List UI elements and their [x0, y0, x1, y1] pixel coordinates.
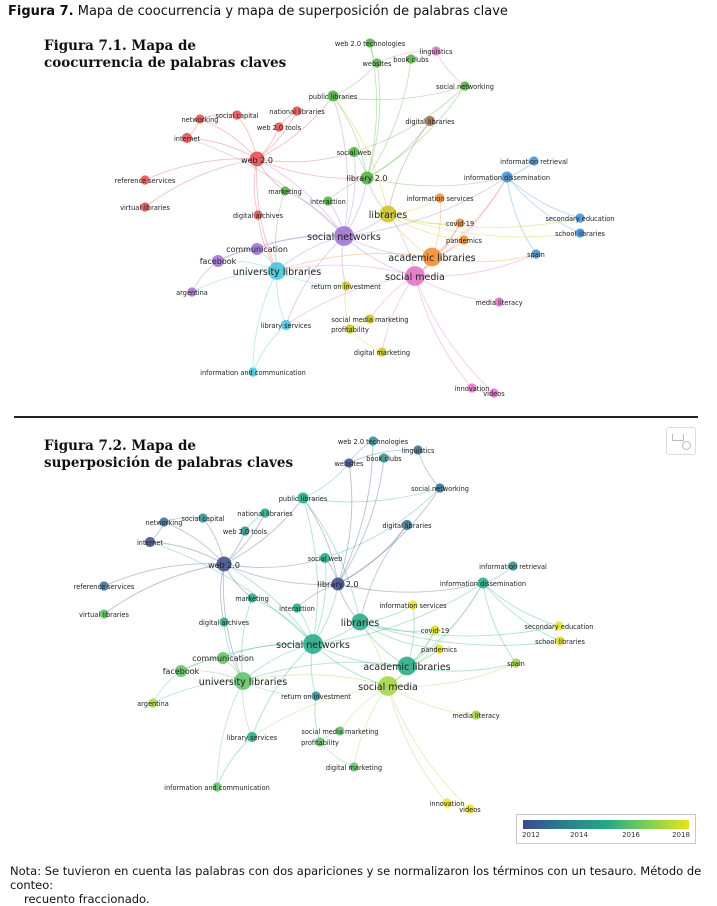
node-label: digital archives — [232, 212, 284, 220]
node-label: web 2.0 technologies — [334, 40, 406, 48]
network-edge — [432, 177, 507, 257]
year-color-scale — [523, 820, 689, 829]
network-edge — [483, 583, 559, 626]
node-label: networking — [181, 116, 219, 124]
node-label: digital marketing — [353, 349, 411, 357]
network-edge — [436, 51, 465, 86]
node-label: interaction — [310, 198, 346, 206]
network-edge — [224, 564, 313, 644]
network-edge — [203, 518, 224, 564]
node-label: book clubs — [393, 56, 429, 64]
node-label: web 2.0 — [241, 156, 273, 165]
node-label: social networks — [276, 640, 350, 651]
node-label: information services — [379, 602, 447, 610]
network-edge — [224, 513, 265, 564]
network-edges — [104, 441, 560, 809]
network-nodes — [115, 38, 615, 398]
network-edge — [388, 686, 470, 809]
node-label: information services — [406, 195, 474, 203]
node-label: virtual libraries — [120, 204, 170, 212]
node-label: social capital — [215, 112, 259, 120]
node-label: spain — [527, 251, 545, 259]
node-label: communication — [226, 245, 288, 254]
node-label: public libraries — [308, 93, 358, 101]
network-edge — [483, 583, 516, 663]
network-edge — [507, 177, 536, 254]
network-edge — [303, 498, 317, 644]
node-label: academic libraries — [388, 253, 476, 264]
node-label: innovation — [454, 385, 490, 393]
node-label: social networks — [307, 232, 381, 243]
map2-title: Figura 7.2. Mapa de superposición de palabras claves — [44, 438, 294, 471]
node-label: communication — [192, 654, 254, 663]
node-label: covid-19 — [445, 220, 475, 228]
node-label: information and communication — [164, 784, 270, 792]
node-label: academic libraries — [363, 662, 451, 673]
network-edges — [145, 43, 580, 393]
node-label: library services — [260, 322, 312, 330]
node-label: digital libraries — [405, 118, 455, 126]
screenshot-tool-icon[interactable] — [666, 427, 696, 455]
node-label: libraries — [368, 210, 408, 221]
node-label: school libraries — [555, 230, 605, 238]
node-label: social networking — [436, 83, 494, 91]
node-label: videos — [459, 806, 481, 814]
node-label: digital archives — [198, 619, 250, 627]
node-label: library 2.0 — [346, 174, 388, 183]
node-label: covid-19 — [420, 627, 450, 635]
network-edge — [418, 450, 440, 488]
node-label: information dissemination — [439, 580, 527, 588]
node-label: networking — [145, 519, 183, 527]
network-edge — [253, 325, 286, 372]
network-edge — [338, 525, 407, 584]
node-label: digital marketing — [325, 764, 383, 772]
node-label: library 2.0 — [317, 580, 359, 589]
node-label: information retrieval — [479, 563, 547, 571]
node-label: argentina — [137, 700, 169, 708]
figure-caption: Mapa de coocurrencia y mapa de superposición de palabras clave — [77, 4, 508, 19]
cooccurrence-map — [0, 30, 717, 410]
footnote-line2: recuento fraccionado. — [24, 892, 150, 906]
network-edge — [338, 458, 384, 584]
network-edge — [286, 236, 344, 325]
network-edge — [333, 96, 348, 236]
network-edge — [388, 214, 415, 276]
overlay-map — [0, 430, 717, 815]
node-label: reference services — [114, 177, 176, 185]
network-edge — [360, 622, 388, 686]
legend-tick: 2012 — [522, 831, 540, 839]
node-label: school libraries — [535, 638, 585, 646]
node-label: spain — [507, 660, 525, 668]
node-label: public libraries — [278, 495, 328, 503]
footnote — [10, 864, 710, 906]
legend-tick: 2014 — [570, 831, 588, 839]
node-label: libraries — [340, 618, 380, 629]
node-label: web 2.0 tools — [256, 124, 302, 132]
node-label: videos — [483, 390, 505, 398]
separator-line — [14, 416, 698, 418]
network-edge — [200, 119, 257, 159]
node-label: university libraries — [232, 267, 322, 278]
node-label: linguistics — [401, 447, 435, 455]
network-edge — [252, 644, 313, 737]
network-edge — [303, 498, 338, 584]
network-edge — [242, 598, 252, 681]
node-label: social media marketing — [301, 728, 379, 736]
node-label: web 2.0 technologies — [337, 438, 409, 446]
legend-tick: 2016 — [622, 831, 640, 839]
node-label: interaction — [279, 605, 315, 613]
node-label: university libraries — [198, 677, 288, 688]
node-label: information and communication — [200, 369, 306, 377]
node-label: library services — [226, 734, 278, 742]
node-label: secondary education — [545, 215, 615, 223]
node-label: virtual libraries — [79, 611, 129, 619]
node-label: facebook — [199, 257, 237, 266]
node-label: profitability — [301, 739, 339, 747]
node-label: return on investment — [281, 693, 351, 701]
node-label: national libraries — [237, 510, 293, 518]
node-label: social media marketing — [331, 316, 409, 324]
node-label: web 2.0 tools — [222, 528, 268, 536]
node-label: marketing — [235, 595, 269, 603]
node-label: social networking — [411, 485, 469, 493]
node-label: internet — [173, 135, 201, 143]
network-edge — [164, 522, 224, 564]
node-label: book clubs — [366, 455, 402, 463]
network-edge — [354, 686, 388, 767]
node-label: facebook — [162, 667, 200, 676]
node-label: linguistics — [419, 48, 453, 56]
node-label: internet — [136, 539, 164, 547]
network-edge — [217, 737, 252, 787]
node-label: secondary education — [524, 623, 594, 631]
figure-label: Figura 7. — [8, 4, 74, 19]
network-edge — [275, 191, 285, 271]
node-label: pandemics — [421, 646, 457, 654]
node-label: return on investment — [311, 283, 381, 291]
network-edge — [338, 463, 352, 584]
network-edge — [333, 96, 367, 178]
node-label: social media — [385, 272, 445, 283]
node-label: marketing — [268, 188, 302, 196]
node-label: web 2.0 — [208, 561, 240, 570]
node-label: media literacy — [475, 299, 523, 307]
network-edge — [415, 276, 472, 388]
network-nodes — [74, 436, 594, 814]
node-label: websites — [334, 460, 364, 468]
node-label: pandemics — [446, 237, 482, 245]
node-label: innovation — [429, 800, 465, 808]
node-label: websites — [362, 60, 392, 68]
node-label: media literacy — [452, 712, 500, 720]
node-label: information retrieval — [500, 158, 568, 166]
node-label: social media — [358, 682, 418, 693]
year-legend — [516, 814, 696, 844]
legend-tick: 2018 — [672, 831, 690, 839]
node-label: social capital — [181, 515, 225, 523]
node-label: digital libraries — [382, 522, 432, 530]
node-label: social web — [336, 149, 372, 157]
footnote-line1: Nota: Se tuvieron en cuenta las palabras con dos apariciones y se normalizaron los términos con un tesauro. Método de conteo: — [10, 864, 702, 892]
network-edge — [388, 686, 447, 803]
node-label: national libraries — [269, 108, 325, 116]
node-label: argentina — [176, 289, 208, 297]
node-label: profitability — [331, 326, 369, 334]
network-edge — [257, 111, 297, 159]
node-label: reference services — [73, 583, 135, 591]
node-label: information dissemination — [463, 174, 551, 182]
figure-heading — [8, 4, 508, 19]
map1-title: Figura 7.1. Mapa de coocurrencia de palabras claves — [44, 38, 287, 71]
network-edge — [303, 463, 349, 498]
network-edge — [367, 121, 430, 178]
node-label: social web — [307, 555, 343, 563]
